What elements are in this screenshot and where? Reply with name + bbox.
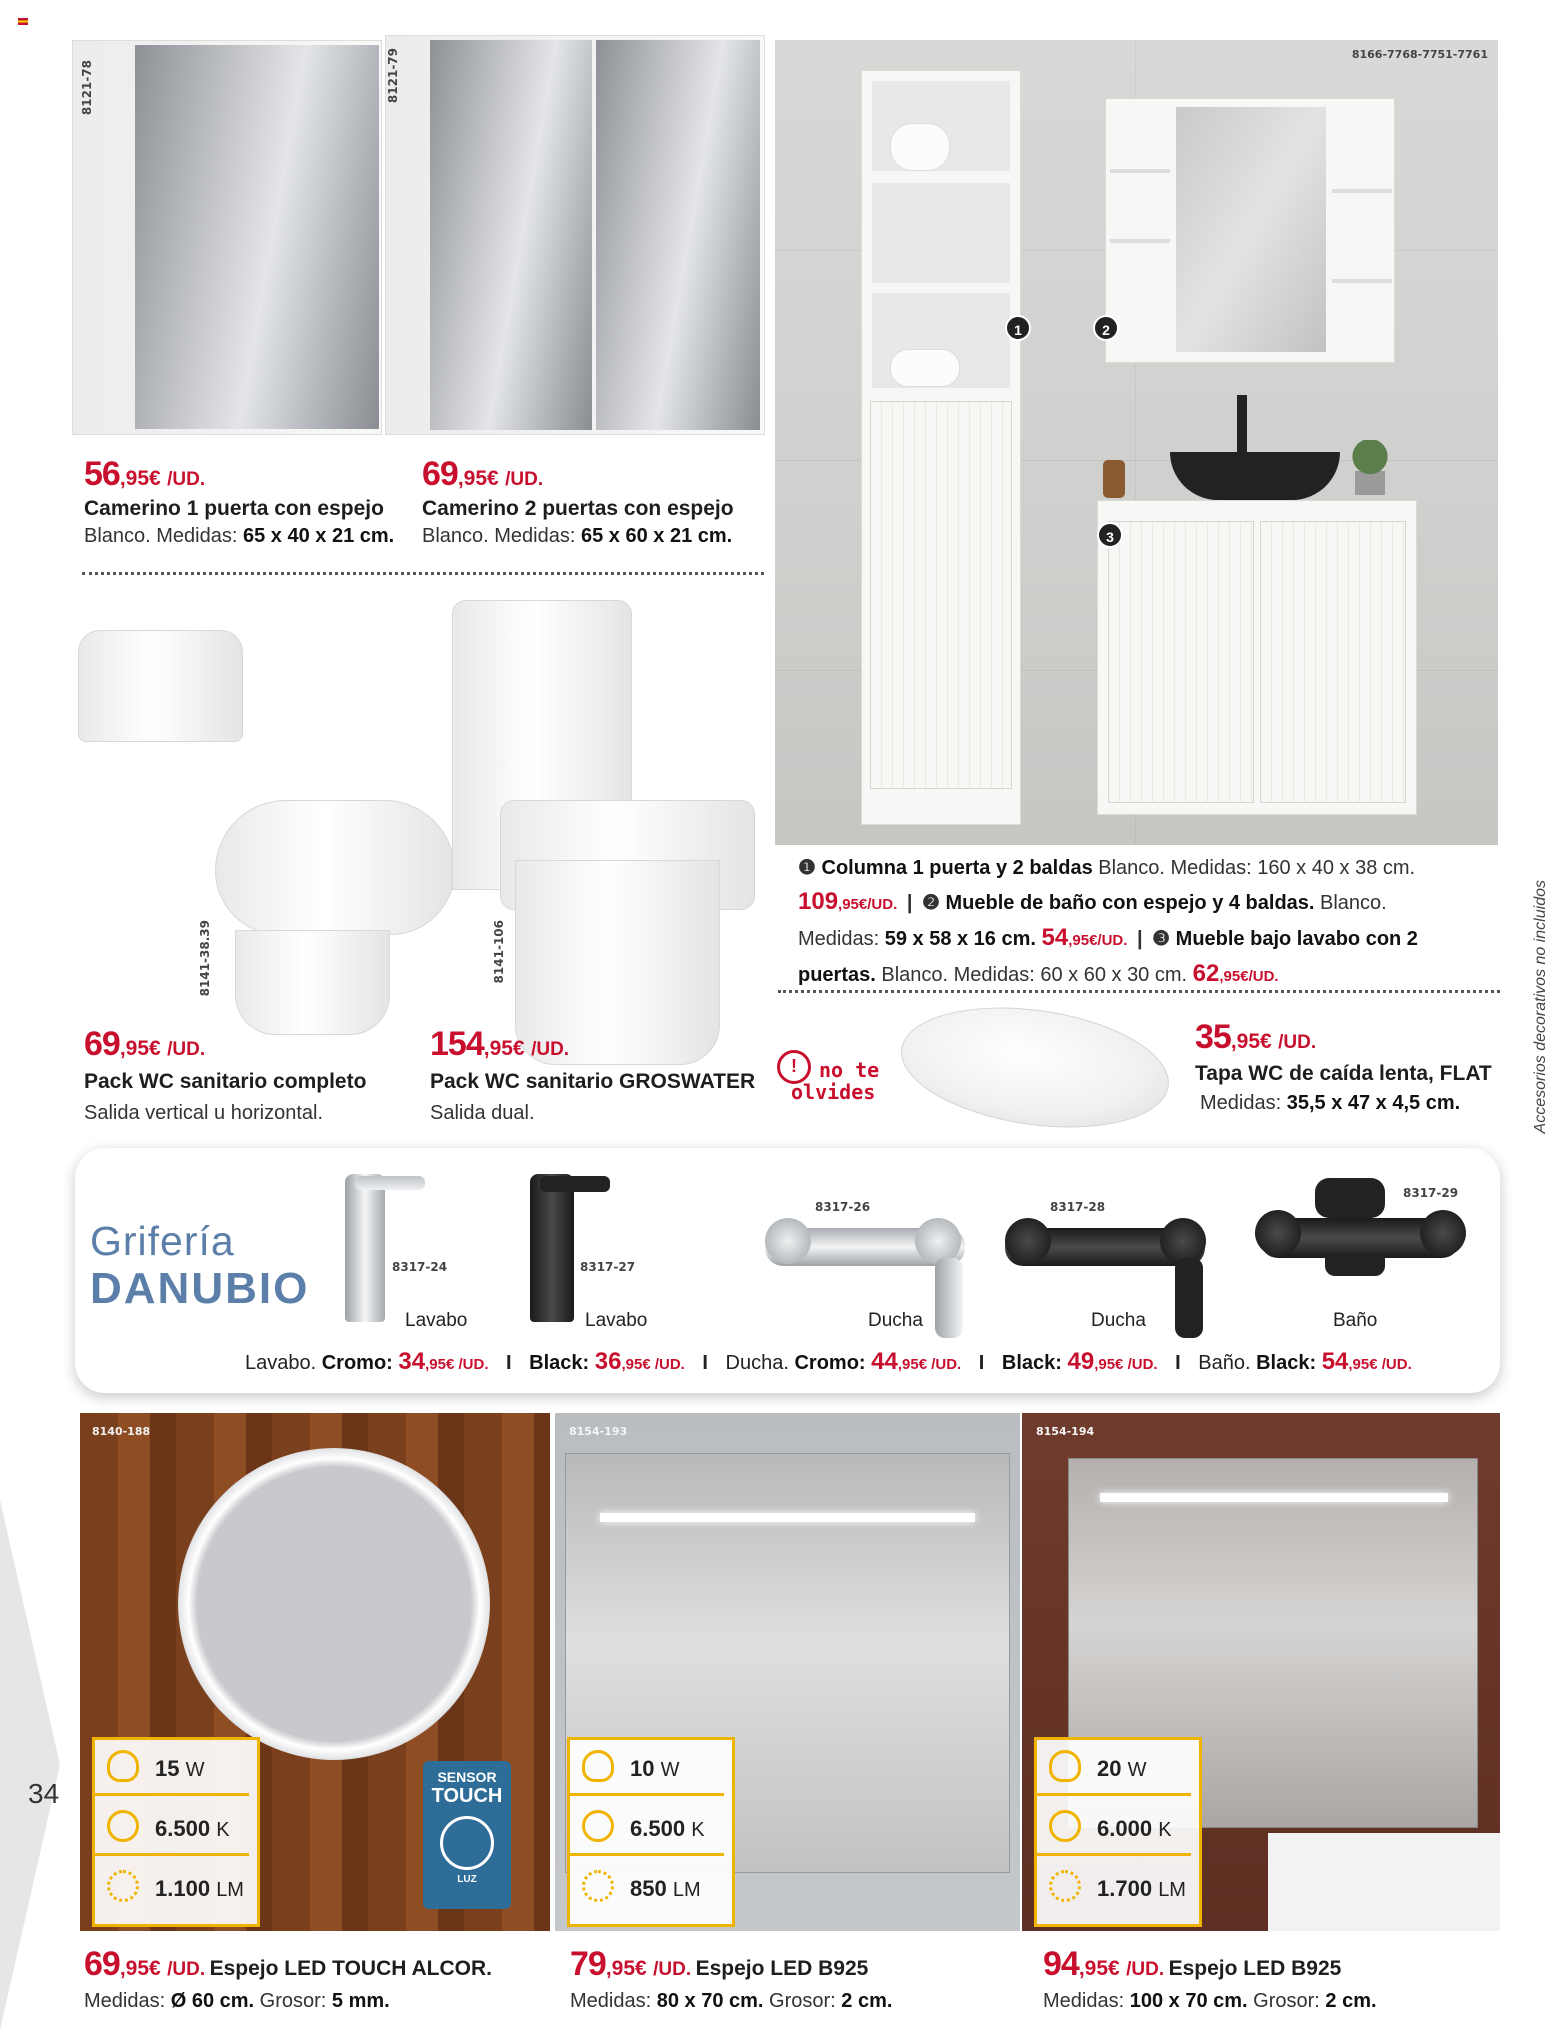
bulb-icon: [107, 1750, 139, 1782]
mirror-2-lumens: 850 LM: [630, 1876, 701, 1901]
bathroom-scene-image: [775, 40, 1498, 845]
faucet-2-label: Lavabo: [585, 1310, 648, 1331]
faucet-5-label: Baño: [1333, 1310, 1378, 1331]
mirror-1-desc: Medidas: Ø 60 cm. Grosor: 5 mm.: [84, 1990, 390, 2012]
cabinet-1-desc: Blanco. Medidas: 65 x 40 x 21 cm.: [84, 525, 395, 547]
cabinet-2-mirror-right: [596, 40, 760, 430]
griferia-banner: [75, 1148, 1500, 1393]
griferia-prices: Lavabo. Cromo: 34,95€ /UD. I Black: 36,95€ /UD. I Ducha. Cromo: 44,95€ /UD. I Black: 49,95€ /UD. I Baño. Black: 54,95€ /UD.: [245, 1348, 1412, 1375]
mirror-3-lumens: 1.700 LM: [1097, 1876, 1186, 1901]
scene-text: ❶ Columna 1 puerta y 2 baldas Blanco. Medidas: 160 x 40 x 38 cm. 109,95€/UD. | ❷ Mueble de baño con espejo y 4 baldas. Blanco. Medidas: 59 x 58 x 16 cm. 54,95€/UD. | ❸ Mueble bajo lavabo con 2 puertas. Blanco. Medidas: 60 x 60 x 30 cm. 62,95€/UD.: [798, 857, 1418, 987]
plant: [1350, 440, 1390, 495]
cabinet-2-desc: Blanco. Medidas: 65 x 60 x 21 cm.: [422, 525, 733, 547]
divider: [778, 990, 1500, 993]
mirror-1-specs: [92, 1737, 260, 1927]
cabinet-2-code: 8121-79: [386, 48, 400, 104]
badge-1: 1: [1005, 315, 1031, 341]
faucet-3-code: 8317-26: [815, 1200, 871, 1214]
soap-bottle: [1103, 460, 1125, 498]
mirror-1-watts: 15 W: [155, 1756, 205, 1781]
cabinet-2-price: 69,95€ /UD.: [422, 455, 544, 493]
mirror-3-title: 94,95€ /UD. Espejo LED B925: [1043, 1945, 1342, 1983]
wc-2-price: 154,95€ /UD.: [430, 1025, 570, 1063]
faucet-2-code: 8317-27: [580, 1260, 636, 1274]
cabinet-1-image: [72, 40, 382, 435]
bell-icon: !: [777, 1050, 811, 1084]
temperature-icon: [107, 1810, 139, 1842]
toilet-seat-image: [893, 992, 1176, 1143]
mirror-1-title: 69,95€ /UD. Espejo LED TOUCH ALCOR.: [84, 1945, 492, 1983]
reminder-badge: [775, 1048, 885, 1108]
faucet-3-label: Ducha: [868, 1310, 923, 1331]
flag-icon: [18, 18, 28, 25]
faucet-black-basin-image: [530, 1174, 574, 1322]
sink-cabinet: [1097, 500, 1417, 815]
cabinet-1-mirror: [135, 45, 379, 429]
badge-2: 2: [1093, 315, 1119, 341]
mirror-2-kelvin: 6.500 K: [630, 1816, 705, 1841]
bulb-icon: [582, 1750, 614, 1782]
cabinet-1-code: 8121-78: [80, 60, 94, 116]
sink-bowl: [1170, 452, 1340, 500]
sun-icon: [107, 1870, 139, 1902]
mirror-2-watts: 10 W: [630, 1756, 680, 1781]
reminder-text-1: no te: [819, 1058, 880, 1082]
sun-icon: [582, 1870, 614, 1902]
mirror-2-specs: [567, 1737, 735, 1927]
griferia-title-1: Grifería: [90, 1218, 235, 1264]
bulb-icon: [1049, 1750, 1081, 1782]
cabinet-2-name: Camerino 2 puertas con espejo: [422, 497, 734, 520]
mirror-2-code: 8154-193: [569, 1425, 628, 1438]
mirror-2-image: [555, 1413, 1020, 1931]
mirror-2-desc: Medidas: 80 x 70 cm. Grosor: 2 cm.: [570, 1990, 893, 2012]
faucet-1-code: 8317-24: [392, 1260, 448, 1274]
sensor-touch-badge: SENSOR TOUCH LUZ: [423, 1761, 511, 1909]
cabinet-1-price: 56,95€ /UD.: [84, 455, 206, 493]
wc-2-desc: Salida dual.: [430, 1102, 535, 1124]
faucet-1-label: Lavabo: [405, 1310, 468, 1331]
griferia-title-2: DANUBIO: [90, 1264, 310, 1313]
touch-icon: [440, 1816, 494, 1870]
seat-price: 35,95€ /UD.: [1195, 1018, 1317, 1056]
wc-1-price: 69,95€ /UD.: [84, 1025, 206, 1063]
column-cabinet: [861, 70, 1021, 825]
cabinet-1-name: Camerino 1 puerta con espejo: [84, 497, 384, 520]
mirror-cabinet: [1105, 98, 1395, 363]
seat-name: Tapa WC de caída lenta, FLAT: [1195, 1062, 1492, 1085]
cabinet-2-image: [385, 35, 765, 435]
mirror-1-image: [80, 1413, 550, 1931]
wc-1-name: Pack WC sanitario completo: [84, 1070, 367, 1093]
mirror-3-specs: [1034, 1737, 1202, 1927]
scene-code: 8166-7768-7751-7761: [1351, 48, 1488, 61]
mirror-1-kelvin: 6.500 K: [155, 1816, 230, 1841]
mirror-3-desc: Medidas: 100 x 70 cm. Grosor: 2 cm.: [1043, 1990, 1377, 2012]
divider: [82, 572, 764, 575]
temperature-icon: [582, 1810, 614, 1842]
mirror-2-title: 79,95€ /UD. Espejo LED B925: [570, 1945, 869, 1983]
faucet-4-code: 8317-28: [1050, 1200, 1106, 1214]
page-chevron: [0, 1500, 60, 2030]
faucet-chrome-basin-image: [345, 1174, 385, 1322]
cabinet-2-mirror-left: [430, 40, 592, 430]
mirror-3-kelvin: 6.000 K: [1097, 1816, 1172, 1841]
mirror-1-code: 8140-188: [92, 1425, 151, 1438]
mirror-3-image: [1022, 1413, 1500, 1931]
badge-3: 3: [1097, 522, 1123, 548]
faucet-4-label: Ducha: [1091, 1310, 1146, 1331]
page-number: 34: [28, 1778, 60, 1809]
wc-1-desc: Salida vertical u horizontal.: [84, 1102, 324, 1124]
wc-1-code: 8141-38.39: [198, 920, 212, 997]
wc-2-code: 8141-106: [492, 920, 506, 984]
mirror-1-lumens: 1.100 LM: [155, 1876, 244, 1901]
reminder-text-2: olvides: [791, 1080, 876, 1104]
faucet-5-code: 8317-29: [1403, 1186, 1459, 1200]
tap: [1237, 395, 1247, 453]
sun-icon: [1049, 1870, 1081, 1902]
side-note: Accesorios decorativos no incluidos: [1532, 880, 1549, 1134]
seat-desc: Medidas: 35,5 x 47 x 4,5 cm.: [1200, 1092, 1461, 1114]
mirror-3-code: 8154-194: [1036, 1425, 1095, 1438]
mirror-3-watts: 20 W: [1097, 1756, 1147, 1781]
wc-2-name: Pack WC sanitario GROSWATER: [430, 1070, 756, 1093]
temperature-icon: [1049, 1810, 1081, 1842]
